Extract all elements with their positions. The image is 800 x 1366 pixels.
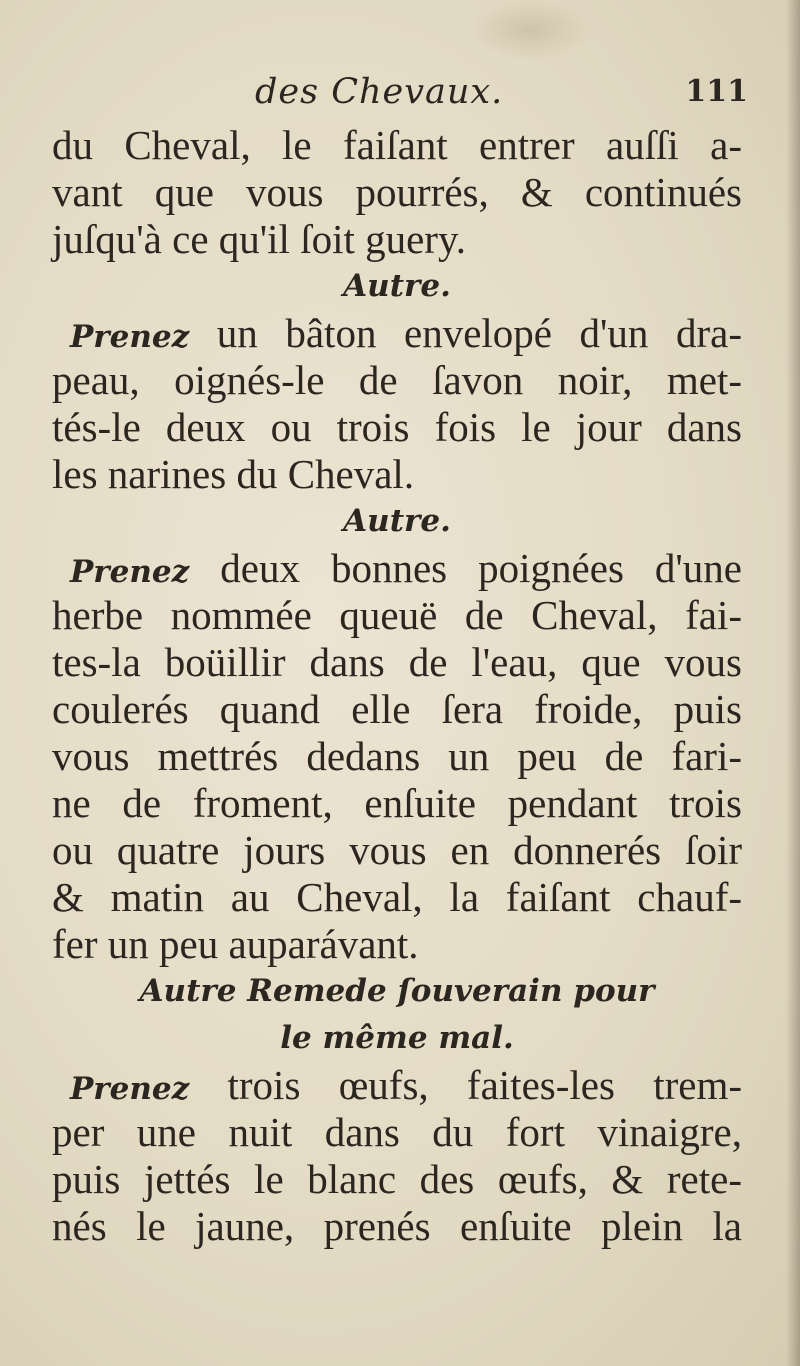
text-line: fer un peu auparávant. bbox=[52, 921, 419, 967]
text-line: ne de froment, enſuite pendant trois bbox=[52, 780, 742, 826]
running-title: des Chevaux. bbox=[255, 72, 504, 112]
section-heading-continued: le même mal. bbox=[280, 1020, 514, 1056]
text-line: peau, oignés-le de ſavon noir, met- bbox=[52, 357, 742, 403]
page-header bbox=[0, 72, 800, 122]
text-line: les narines du Cheval. bbox=[52, 451, 415, 497]
text-line: coulerés quand elle ſera froide, puis bbox=[52, 686, 742, 732]
text-line: juſqu'à ce qu'il ſoit guery. bbox=[52, 216, 467, 262]
text-line: & matin au Cheval, la faiſant chauf- bbox=[52, 874, 742, 920]
text-line: deux bonnes poignées d'une bbox=[220, 545, 743, 591]
page-number: 111 bbox=[685, 74, 748, 109]
text-line: vant que vous pourrés, & continués bbox=[52, 169, 742, 215]
page-gutter-shadow bbox=[786, 0, 800, 1366]
section-heading: Autre. bbox=[343, 268, 451, 304]
text-line: puis jettés le blanc des œufs, & rete- bbox=[52, 1156, 742, 1202]
text-line: herbe nommée queuë de Cheval, fai- bbox=[52, 592, 742, 638]
paragraph-first-line bbox=[52, 545, 742, 592]
text-line: trois œufs, faites-les trem- bbox=[227, 1062, 742, 1108]
text-line: tés-le deux ou trois fois le jour dans bbox=[52, 404, 742, 450]
lead-word: Prenez bbox=[70, 319, 190, 355]
text-line: vous mettrés dedans un peu de fari- bbox=[52, 733, 742, 779]
text-line: per une nuit dans du fort vinaigre, bbox=[52, 1109, 742, 1155]
lead-word: Prenez bbox=[70, 1071, 190, 1107]
text-line: du Cheval, le faiſant entrer auſſi a- bbox=[52, 122, 742, 168]
text-line: tes-la boüillir dans de l'eau, que vous bbox=[52, 639, 742, 685]
section-heading: Autre Remede ſouverain pour bbox=[139, 973, 655, 1009]
text-block bbox=[52, 122, 742, 1250]
text-line: nés le jaune, prenés enſuite plein la bbox=[52, 1203, 742, 1249]
text-line: ou quatre jours vous en donnerés ſoir bbox=[52, 827, 742, 873]
paragraph-first-line bbox=[52, 1062, 742, 1109]
text-line: un bâton envelopé d'un dra- bbox=[216, 310, 742, 356]
section-heading: Autre. bbox=[343, 503, 451, 539]
paragraph-first-line bbox=[52, 310, 742, 357]
paper-stain bbox=[470, 0, 590, 60]
lead-word: Prenez bbox=[70, 554, 190, 590]
